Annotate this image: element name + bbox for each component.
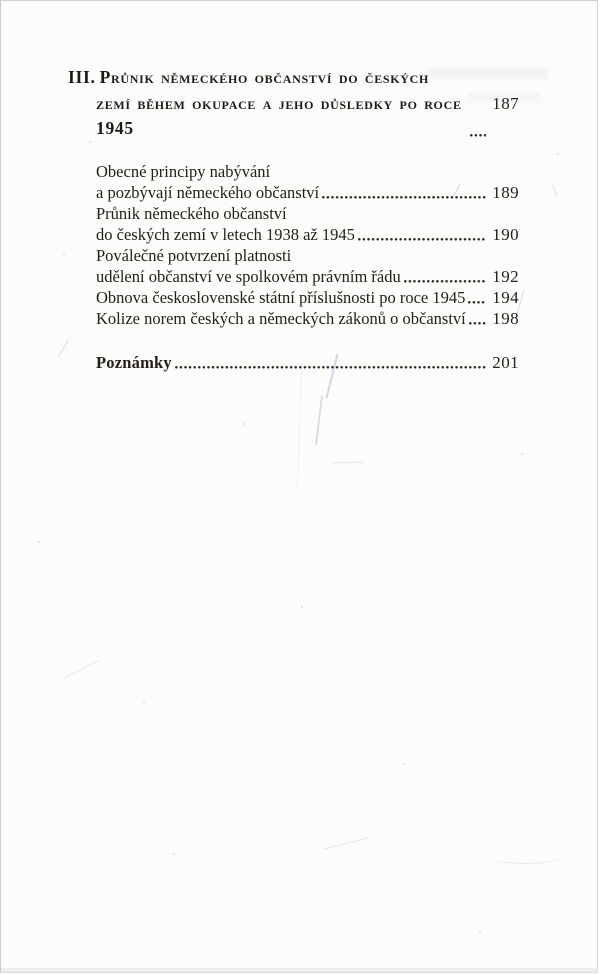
dot-leader — [404, 280, 486, 283]
toc-entry — [96, 161, 519, 203]
toc-entry-line2-row — [96, 308, 519, 329]
scan-artifact — [324, 837, 369, 849]
scan-artifact — [331, 461, 363, 463]
toc-entry-line2: Obnova československé státní příslušnosti po roce 1945 — [96, 288, 466, 307]
scan-speck — [143, 701, 145, 703]
scan-speck — [38, 541, 40, 543]
toc-entry-page-number: 189 — [492, 183, 519, 202]
chapter-numeral: III. — [68, 67, 96, 87]
chapter-heading-line1 — [68, 65, 519, 91]
toc-entry-line2: do českých zemí v letech 1938 až 1945 — [96, 225, 355, 244]
toc-entries — [96, 161, 519, 373]
chapter-heading-line2 — [96, 91, 519, 141]
toc-entry-line2-row — [96, 287, 519, 308]
dot-leader — [470, 134, 486, 137]
dot-leader — [468, 301, 486, 304]
toc-entry-line2-row — [96, 266, 519, 287]
toc-entry-line2: a pozbývají německého občanství — [96, 183, 320, 202]
scan-speck — [173, 853, 175, 855]
scan-artifact — [552, 185, 557, 197]
toc-entry-line2-row — [96, 182, 519, 203]
scan-speck — [351, 911, 353, 913]
toc-entry — [96, 245, 519, 287]
chapter-title-line2: zemí během okupace a jeho důsledky po roce 1945 — [96, 93, 462, 138]
scan-artifact — [489, 849, 561, 864]
toc-notes-row — [96, 352, 519, 373]
toc-entry-line1: Poválečné potvrzení platnosti — [96, 246, 292, 265]
chapter-page-number: 187 — [492, 94, 519, 113]
scan-edge-shadow — [1, 968, 597, 972]
toc-entry-line1: Průnik německého občanství — [96, 204, 287, 223]
scan-artifact — [315, 395, 323, 445]
toc-entry — [96, 308, 519, 329]
toc-entry-line2-row — [96, 224, 519, 245]
dot-leader — [175, 366, 486, 369]
scan-speck — [63, 253, 65, 255]
dot-leader — [358, 238, 486, 241]
toc-entry — [96, 203, 519, 245]
notes-label: Poznámky — [96, 353, 172, 372]
toc-entry-page-number: 198 — [492, 309, 519, 328]
scan-artifact — [63, 660, 99, 679]
toc-entry-page-number: 194 — [492, 288, 519, 307]
toc-entry-line1: Obecné principy nabývání — [96, 162, 271, 181]
scan-speck — [243, 423, 245, 425]
notes-page-number: 201 — [492, 353, 519, 372]
chapter-title-line1: Průnik německého občanství do českých — [99, 67, 430, 87]
dot-leader — [322, 196, 486, 199]
dot-leader — [469, 322, 486, 325]
scan-speck — [521, 453, 523, 455]
toc-entry-page-number: 192 — [492, 267, 519, 286]
toc-entry-page-number: 190 — [492, 225, 519, 244]
scan-speck — [557, 153, 559, 155]
toc-entry-line2: udělení občanství ve spolkovém právním řádu — [96, 267, 401, 286]
scan-artifact — [297, 363, 302, 491]
scan-speck — [403, 763, 405, 765]
toc-entry — [96, 287, 519, 308]
toc-entry-line2: Kolize norem českých a německých zákonů o občanství — [96, 309, 466, 328]
scan-speck — [301, 606, 303, 608]
toc-content — [68, 65, 519, 373]
scan-speck — [479, 931, 481, 933]
